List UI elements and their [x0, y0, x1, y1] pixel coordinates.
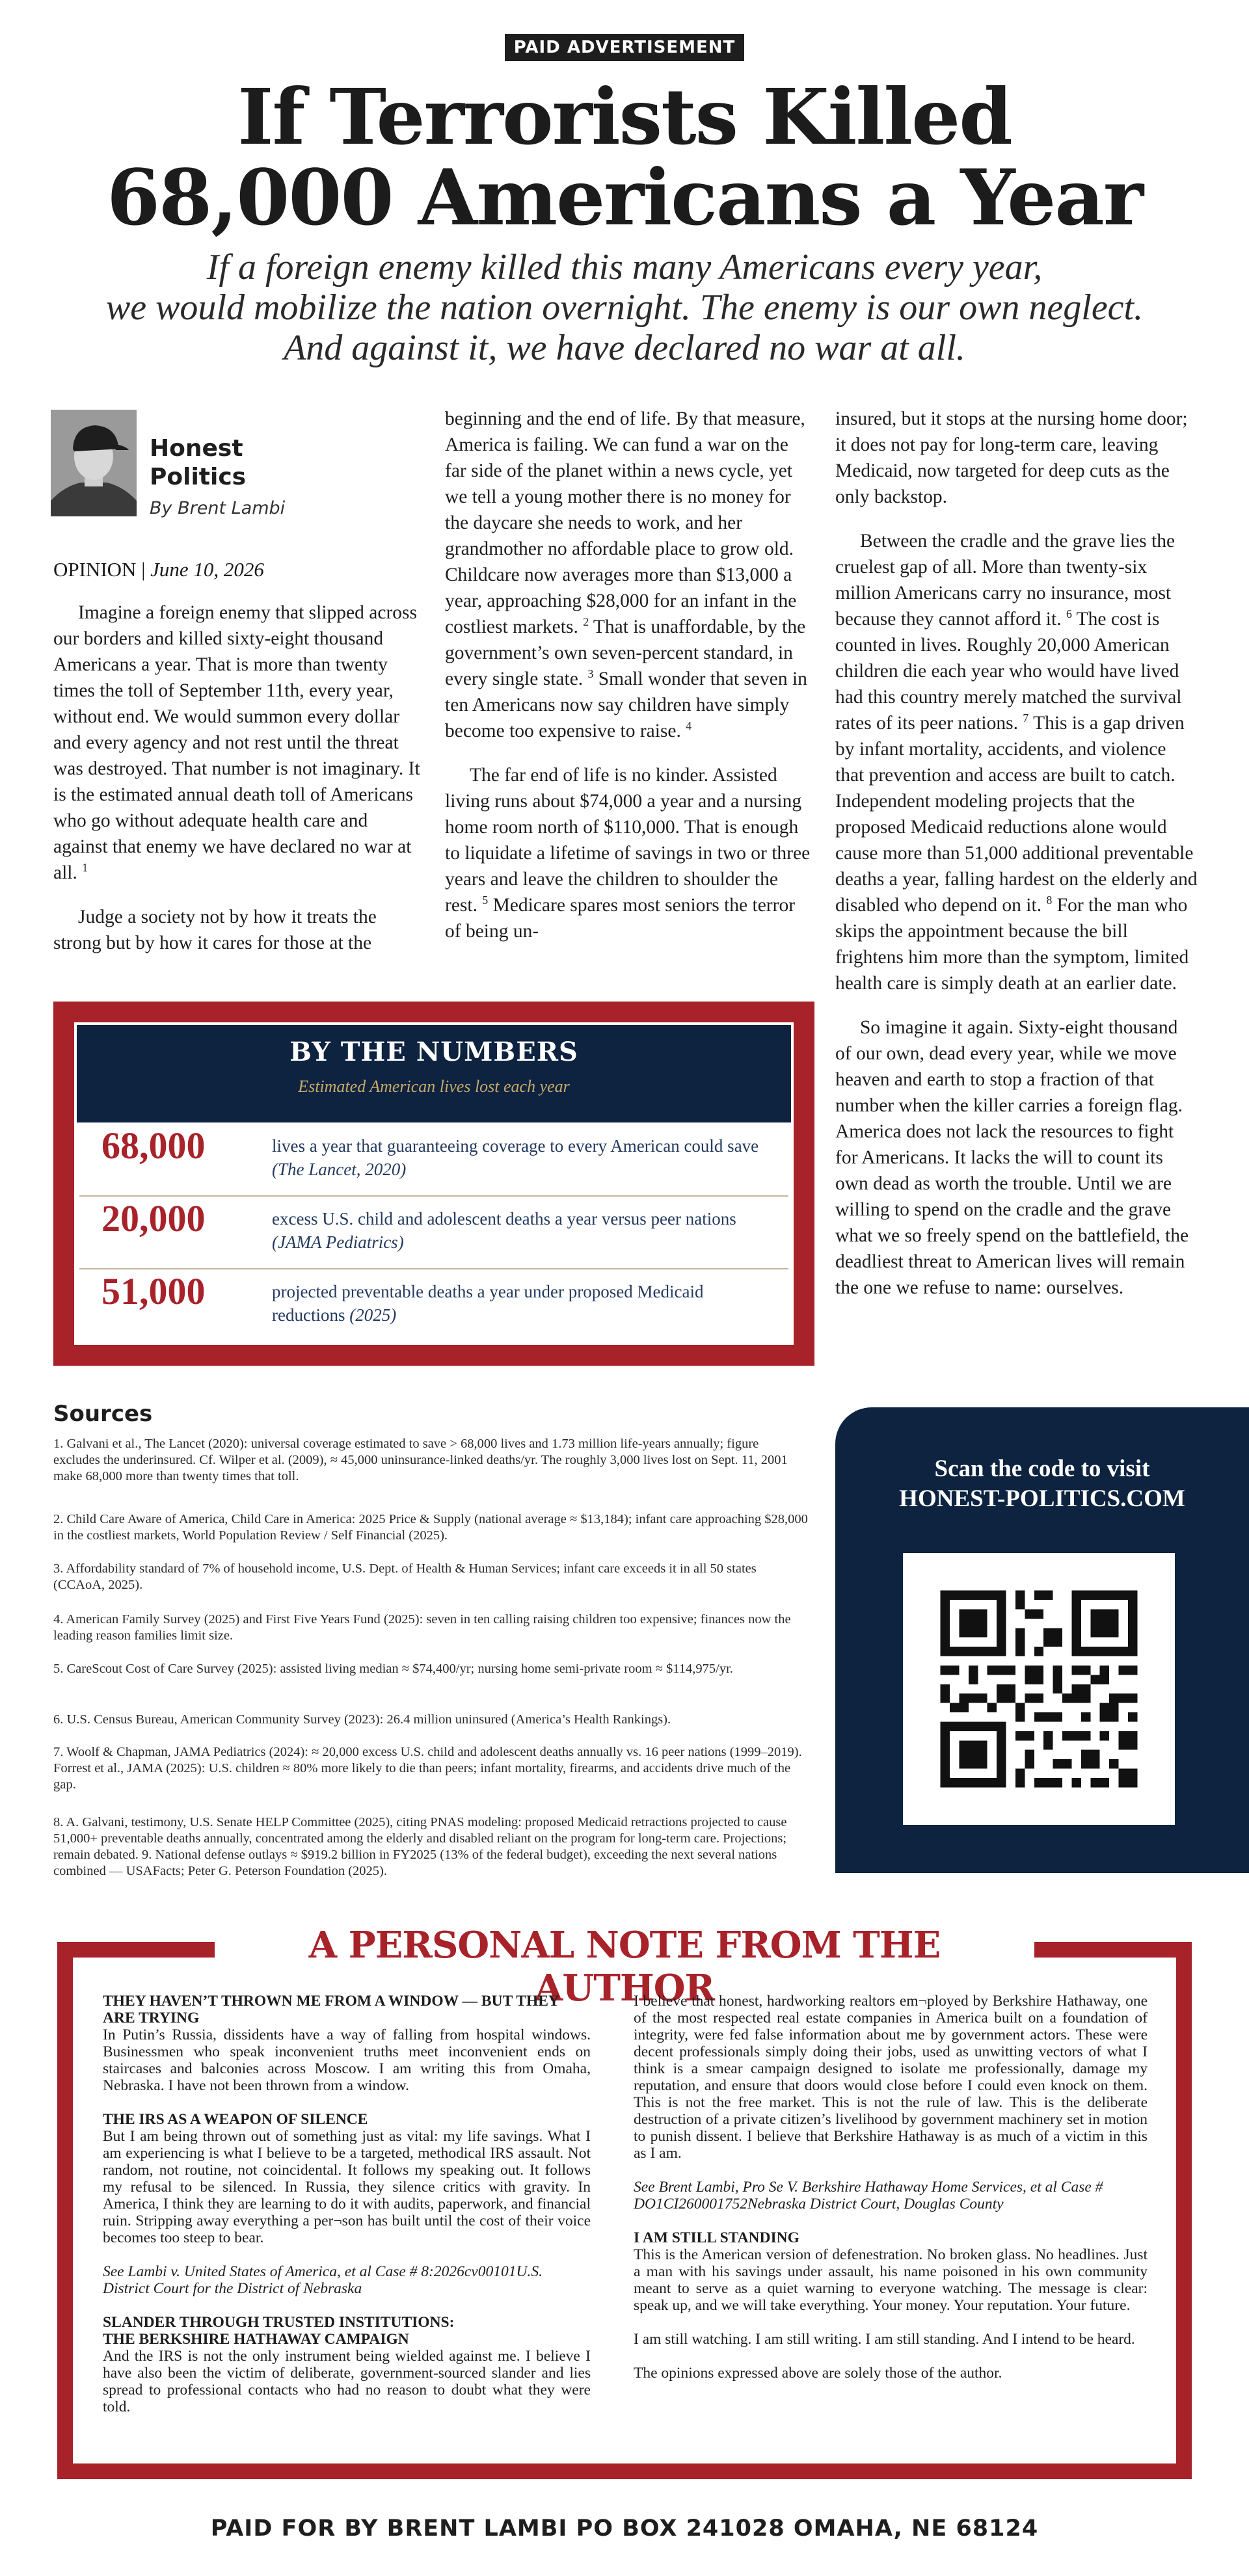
note-paragraph: But I am being thrown out of something just as vital: my life savings. What I am experiencing is what I believe to be a targeted, methodical IRS assault. Not random, not routine, not coincidental. It follows my speaking out. It follows my refusal to be silenced. In Russia, they silence critics with gravity. In America, I think they are learning to do it with audits, paperwork, and financial ruin. Stripping away everything a per¬son has built until the cost of their voice becomes too steep to bear. — [103, 2128, 591, 2246]
publication-name-line-2: Politics — [150, 464, 247, 490]
stat-row — [79, 1197, 788, 1269]
source-item: 8. A. Galvani, testimony, U.S. Senate HELP Committee (2025), citing PNAS modeling: proposed Medicaid retractions projected to cause 51,000+ preventable deaths annually, concentrated among the elderly and disabled reliant on the program for long-term care. Projections; remain debated. 9. National defense outlays ≈ $919.2 billion in FY2025 (13% of the federal budget), exceeding the next several nations combined — USAFacts; Peter G. Peterson Foundation (2025). — [53, 1815, 787, 1878]
stat-source: (2025) — [349, 1305, 397, 1325]
note-heading: THE BERKSHIRE HATHAWAY CAMPAIGN — [103, 2331, 409, 2348]
article-paragraph — [835, 406, 1198, 510]
footnote-ref: 2 — [583, 615, 589, 629]
footnote-ref: 6 — [1066, 607, 1072, 621]
dateline: OPINION | June 10, 2026 — [53, 558, 264, 581]
by-the-numbers-subtitle: Estimated American lives lost each year — [298, 1077, 570, 1096]
article-paragraph — [445, 762, 813, 944]
author-byline: By Brent Lambi — [150, 498, 286, 518]
headline-line-2: 68,000 Americans a Year — [107, 152, 1142, 243]
stat-text: projected preventable deaths a year under proposed Medicaid reductions — [272, 1282, 704, 1325]
publication-name — [150, 434, 246, 492]
by-the-numbers-title: BY THE NUMBERS — [289, 1037, 578, 1067]
note-paragraph: This is the American version of defenestration. No broken glass. No headlines. Just a man with his savings under assault, his name poisoned in his own community meant to serve as a quiet warning to everyone watching. The message is clear: speak up, and we will take everything. Your money. Your reputation. Your future. — [634, 2246, 1148, 2314]
author-avatar — [51, 410, 137, 516]
article-paragraph — [445, 406, 813, 744]
footnote-ref: 3 — [587, 667, 594, 681]
qr-caption-line-1: Scan the code to visit — [934, 1455, 1150, 1482]
footnote-ref: 7 — [1023, 711, 1029, 725]
article-text: This is a gap driven by infant mortality, accidents, and violence that prevention and access are built to catch. Independent modeling projects that the proposed Medicaid reductions alone would cause more than 51,000 additional preventable deaths a year, falling hardest on the elderly and disabled who depend on it. — [835, 713, 1198, 916]
article-column-1 — [53, 600, 422, 974]
note-heading: SLANDER THROUGH TRUSTED INSTITUTIONS: — [103, 2314, 455, 2331]
article-paragraph — [835, 1015, 1198, 1301]
source-item: 5. CareScout Cost of Care Survey (2025): assisted living median ≈ $74,400/yr; nursing home semi-private room ≈ $114,975/yr. — [53, 1662, 733, 1676]
stat-row — [79, 1269, 788, 1341]
subhead-line-3: And against it, we have declared no war at all. — [284, 328, 965, 368]
stat-source: (The Lancet, 2020) — [272, 1160, 407, 1179]
subheadline — [0, 247, 1249, 368]
personal-note-title: A PERSONAL NOTE FROM THE AUTHOR — [308, 1924, 941, 2010]
paid-advertisement-tag: PAID ADVERTISEMENT — [505, 34, 744, 61]
stat-text: excess U.S. child and adolescent deaths a year versus peer nations — [272, 1209, 736, 1228]
stat-value: 20,000 — [101, 1197, 206, 1240]
personal-note-column-1 — [103, 1993, 591, 2432]
disclaimer: The opinions expressed above are solely those of the author. — [634, 2365, 1002, 2382]
subhead-line-1: If a foreign enemy killed this many Americans every year, — [206, 247, 1043, 287]
stat-value: 68,000 — [101, 1124, 206, 1167]
source-item: 1. Galvani et al., The Lancet (2020): universal coverage estimated to save > 68,000 lives and 1.73 million life-years annually; figure excludes the underinsured. Cf. Wilper et al. (2009), ≈ 45,000 uninsurance-linked deaths/yr. The roughly 3,000 lives lost on Sept. 11, 2001 make 68,000 more than twenty times that toll. — [53, 1437, 788, 1483]
article-text: Medicare spares most seniors the terror of being un- — [445, 895, 796, 942]
note-heading: THE IRS AS A WEAPON OF SILENCE — [103, 2111, 368, 2128]
article-text: Imagine a foreign enemy that slipped across our borders and killed sixty-eight thousand Americans a year. That is more than twenty times the toll of September 11th, every year, without end. We would summon every dollar and every agency and not rest until the threat was destroyed. That number is not imaginary. It is the estimated annual death toll of Americans who go without adequate health care and against that enemy we have declared no war at all. — [53, 602, 420, 883]
note-paragraph: I believe that honest, hardworking realtors em¬ployed by Berkshire Hathaway, one of the most respected real estate companies in America built on a foundation of integrity, were fed false information about me by government actors. These were decent professionals simply doing their jobs, used as unwitting vectors of what I think is a smear campaign designed to isolate me professionally, damage my reputation, and ensure that doors would close before I could even knock on them. This is not the free market. This is not the rule of law. This is the deliberate destruction of a private citizen’s livelihood by government machinery set in motion to punish dissent. I believe that Berkshire Hathaway is as much of a victim in this as I am. — [634, 1993, 1148, 2162]
qr-code[interactable] — [903, 1553, 1175, 1825]
article-text: Small wonder that seven in ten Americans now say children have simply become too expensive to raise. — [445, 669, 807, 741]
note-heading: I AM STILL STANDING — [634, 2229, 799, 2246]
publication-name-line-1: Honest — [150, 435, 243, 462]
source-item: 3. Affordability standard of 7% of household income, U.S. Dept. of Health & Human Services; infant care exceeds it in all 50 states (CCAoA, 2025). — [53, 1561, 757, 1592]
article-text: beginning and the end of life. By that measure, America is failing. We can fund a war on the far side of the planet within a news cycle, yet we tell a young mother there is no money for the daycare she needs to work, and her grandmother no affordable place to grow old. Childcare now averages more than $13,000 a year, approaching $28,000 for an infant in the costliest markets. — [445, 408, 805, 637]
article-paragraph — [53, 600, 422, 886]
headline-line-1: If Terrorists Killed — [237, 72, 1012, 162]
sources-title: Sources — [53, 1401, 153, 1427]
stat-value: 51,000 — [101, 1270, 206, 1312]
stat-row — [79, 1124, 788, 1197]
source-item: 6. U.S. Census Bureau, American Community Survey (2023): 26.4 million uninsured (America’s Health Rankings). — [53, 1712, 671, 1727]
article-text: insured, but it stops at the nursing home door; it does not pay for long-term care, leaving Medicaid, now targeted for deep cuts as the only backstop. — [835, 408, 1188, 507]
note-paragraph: And the IRS is not the only instrument being wielded against me. I believe I have also been the victim of deliberate, government-sourced slander and lies spread to professional contacts who had no reason to doubt what they were told. — [103, 2348, 591, 2415]
qr-code-icon — [903, 1553, 1175, 1825]
article-text: For the man who skips the appointment because the bill frightens him more than the symptom, limited health care is simply death at an earlier date. — [835, 895, 1189, 994]
case-citation: See Lambi v. United States of America, et al Case # 8:2026cv00101U.S. District Court for the District of Nebraska — [103, 2263, 543, 2297]
footnote-ref: 5 — [482, 894, 489, 907]
note-heading: THEY HAVEN’T THROWN ME FROM A WINDOW — BUT THEY ARE TRYING — [103, 1993, 559, 2026]
article-column-3 — [835, 406, 1198, 1319]
source-item: 2. Child Care Aware of America, Child Care in America: 2025 Price & Supply (national average ≈ $13,184); infant care approaching $28,000 in the costliest markets, World Population Review / Self Financial (2025). — [53, 1512, 808, 1543]
article-paragraph — [835, 528, 1198, 996]
paid-for-by-footer: PAID FOR BY BRENT LAMBI PO BOX 241028 OMAHA, NE 68124 — [210, 2516, 1039, 2542]
stat-description — [272, 1207, 773, 1254]
source-item: 7. Woolf & Chapman, JAMA Pediatrics (2024): ≈ 20,000 excess U.S. child and adolescent deaths annually vs. 16 peer nations (1999–2019). Forrest et al., JAMA (2025): U.S. children ≈ 80% more likely to die than peers; infant mortality, firearms, and accidents drive much of the gap. — [53, 1745, 802, 1792]
stat-description — [272, 1134, 773, 1181]
article-text: The far end of life is no kinder. Assisted living runs about $74,000 a year and a nursing home room north of $110,000. That is enough to liquidate a lifetime of savings in two or three years and leave the children to shoulder the rest. — [445, 765, 811, 916]
article-paragraph — [53, 904, 422, 956]
publish-date: June 10, 2026 — [150, 558, 264, 581]
source-item: 4. American Family Survey (2025) and First Five Years Fund (2025): seven in ten calling raising children too expensive; finances now the leading reason families limit size. — [53, 1612, 791, 1643]
section-label: OPINION — [53, 558, 137, 581]
qr-caption — [835, 1454, 1249, 1514]
personal-note-column-2 — [634, 1993, 1148, 2398]
author-photo-icon — [51, 410, 137, 516]
case-citation: See Brent Lambi, Pro Se V. Berkshire Hathaway Home Services, et al Case # DO1CI260001752Nebraska District Court, Douglas County — [634, 2179, 1103, 2212]
footnote-ref: 1 — [82, 861, 88, 875]
note-paragraph: I am still watching. I am still writing. I am still standing. And I intend to be heard. — [634, 2331, 1135, 2348]
stat-description — [272, 1280, 773, 1327]
stat-source: (JAMA Pediatrics) — [272, 1232, 404, 1252]
footnote-ref: 8 — [1046, 894, 1053, 907]
article-text: Between the cradle and the grave lies the cruelest gap of all. More than twenty-six million Americans carry no insurance, most because they cannot afford it. — [835, 531, 1175, 630]
headline — [0, 72, 1249, 243]
website-url[interactable]: HONEST-POLITICS.COM — [899, 1485, 1185, 1512]
article-text: The cost is counted in lives. Roughly 20,000 American children die each year who would have lived had this country merely matched the survival rates of its peer nations. — [835, 609, 1182, 734]
footnote-ref: 4 — [686, 719, 692, 733]
article-text: That is unaffordable, by the government’s own seven-percent standard, in every single state. — [445, 617, 806, 689]
note-paragraph: In Putin’s Russia, dissidents have a way of falling from hospital windows. Businessmen who speak inconvenient truths meet inconvenient ends on staircases and balconies across Moscow. I am writing this from Omaha, Nebraska. I have not been thrown from a window. — [103, 2026, 591, 2094]
stat-text: lives a year that guaranteeing coverage to every American could save — [272, 1136, 759, 1156]
subhead-line-2: we would mobilize the nation overnight. The enemy is our own neglect. — [105, 287, 1144, 328]
article-text: Judge a society not by how it treats the strong but by how it cares for those at the — [53, 907, 377, 953]
article-text: So imagine it again. Sixty-eight thousand of our own, dead every year, while we move heaven and earth to stop a fraction of that number when the killer carries a foreign flag. America does not lack the resources to fight for Americans. It lacks the will to count its own dead as worth the trouble. Until we are willing to spend on the cradle and the grave what we so freely spend on the battlefield, the deadliest threat to American lives will remain the one we refuse to name: ourselves. — [835, 1017, 1189, 1298]
article-column-2 — [445, 406, 813, 963]
